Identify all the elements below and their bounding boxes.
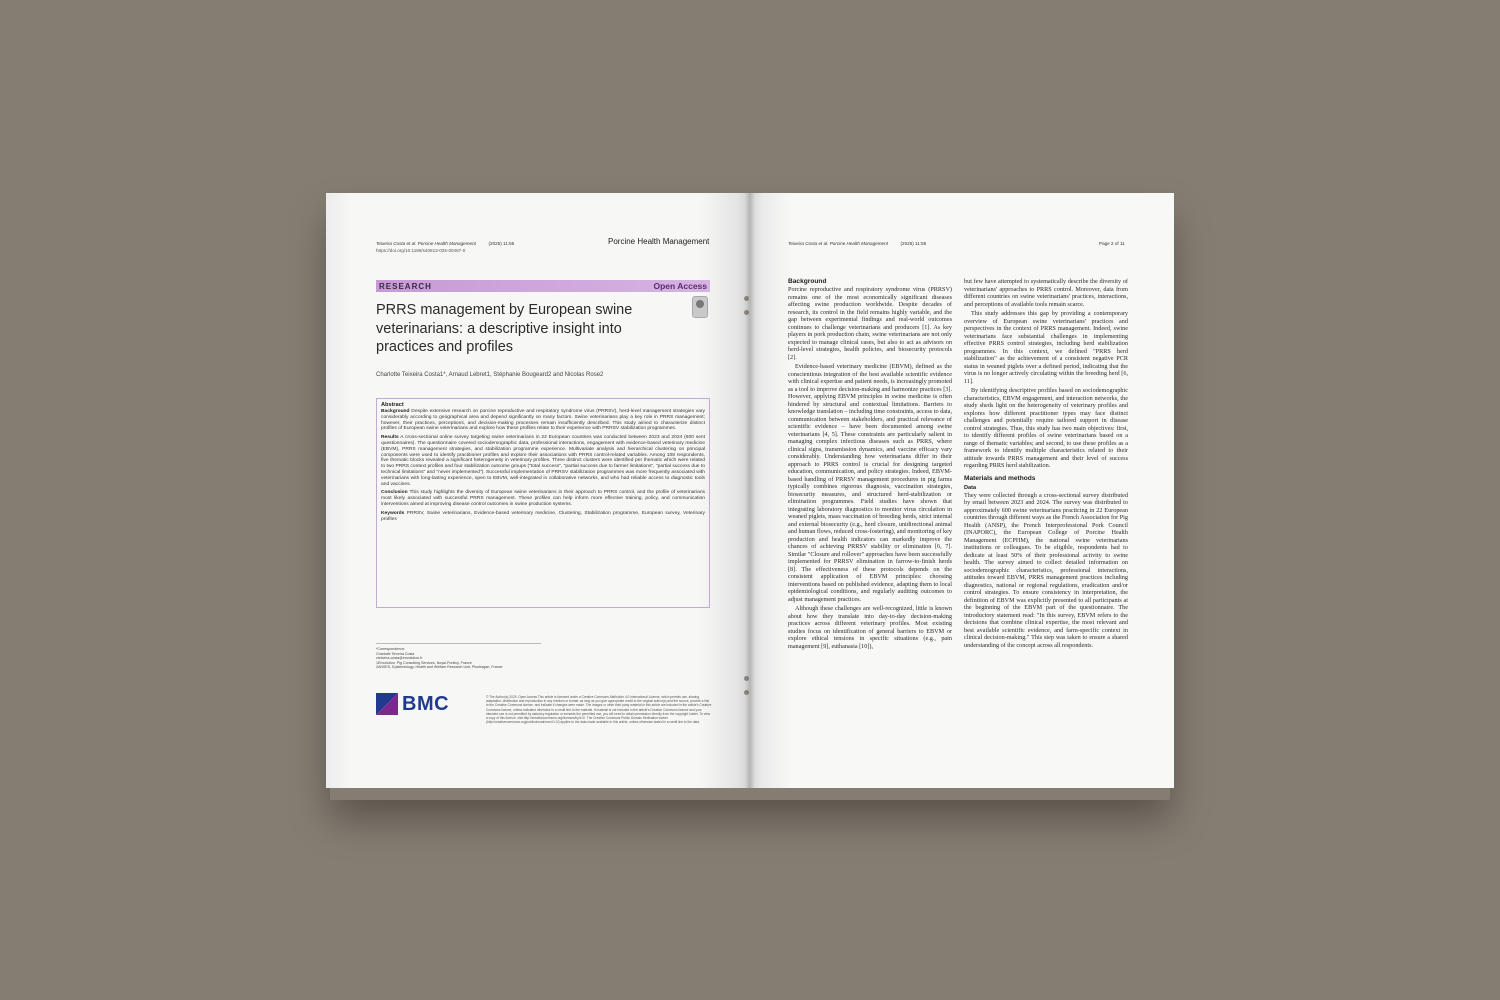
abstract-keywords — [381, 511, 705, 523]
footnote-email[interactable]: cteixeira-costa@envolution.fr — [376, 656, 423, 661]
open-access-label: Open Access — [653, 281, 707, 291]
footnote-line: *Correspondence: — [376, 647, 405, 651]
paragraph: but few have attempted to systematically describe the diversity of veterinarians' approaches to PRRS control. Moreover, data from different countries on swine veterinarians' practices, interactions, and perceptions of available tools remain scarce. — [964, 278, 1128, 308]
data-subheading: Data — [964, 484, 977, 491]
paragraph: Porcine reproductive and respiratory syndrome virus (PRRSV) remains one of the most economically significant diseases affecting swine production worldwide. Despite decades of research, its control in the field remains highly variable, and the gap between experimental findings and real-world outcomes continues to challenge veterinarians and producers [1]. As key players in pork production chain, swine veterinarians are not only expected to manage clinical cases, but also to act as advisors on herd-level strategies, health policies, and biosecurity protocols [2]. — [788, 286, 952, 361]
book-gutter — [745, 193, 755, 788]
background-heading: Background — [788, 278, 827, 285]
background-label: Background — [381, 409, 410, 414]
section-bar — [376, 280, 710, 292]
bmc-logo — [376, 693, 450, 715]
check-for-updates-icon[interactable] — [692, 296, 708, 318]
background-text: Despite extensive research on porcine reproductive and respiratory syndrome virus (PRRSV), herd-level management strategies vary considerably according to geographical area and depend significantly on many factors. Swine veterinarians play a key role in PRRS management; however, their practices, perceptions, and decision-making processes remain insufficiently described. This study aimed to characterize distinct profiles of European swine veterinarians and explore how these profiles relate to their experience with PRRSV stabilization programmes. — [381, 409, 706, 432]
bmc-mark-icon — [376, 693, 398, 715]
running-head-citation: (2025) 11:55 — [488, 241, 515, 246]
correspondence-footnotes — [376, 643, 541, 670]
paragraph: Although these challenges are well-recognized, little is known about how they translate into day-to-day decision-making practices across different veterinary profiles. Most existing studies focus on identification of general barriers to EBVM or explore ethical tensions in specific situations (e.g., pain management [9], euthanasia [10]), — [788, 605, 952, 650]
right-page — [750, 193, 1174, 788]
footnote-line: Charlotte Teixeira Costa — [376, 651, 415, 656]
doi-link[interactable]: https://doi.org/10.1186/s40813-025-00467-0 — [376, 248, 466, 253]
text-column-2 — [964, 278, 1128, 756]
bmc-logo-text: BMC — [402, 693, 450, 715]
conclusion-text: This study highlights the diversity of European swine veterinarians in their approach to PRRS control, and the profile of veterinarians most likely associated with successful PRRS management. These profiles can help inform more effective training, policy, and communication interventions aimed at improving disease control outcomes in swine production systems. — [381, 490, 705, 507]
paragraph: Evidence-based veterinary medicine (EBVM), defined as the conscientious integration of the best available scientific evidence with clinical expertise and patient needs, is increasingly promoted as a tool to improve decision-making and harmonize practices [3]. However, applying EBVM principles in swine medicine is often hindered by structural and contextual limitations. Barriers to knowledge translation – including time constraints, access to data, communication between stakeholders, and practical relevance of scientific evidence – have been documented among swine veterinarians [4, 5]. These constraints are particularly salient in managing complex infectious diseases such as PRRS, where clinical signs, transmission dynamics, and vaccine efficacy vary considerably. Understanding how veterinarians differ in their approach to PRRS control is crucial for designing targeted education, communication, and policy strategies. Indeed, EBVM-based handling of PRRSV management procedures in pig farms typically combines rigorous diagnosis, vaccination strategies, biosecurity measures, and structured herd-stabilization or elimination programmes. Field studies have shown that integrating laboratory diagnostics to monitor virus circulation in weaned piglets, mass vaccination of breeding herds, strict internal and external biosecurity (e.g., herd closure, unidirectional animal and human flows, reduced cross-fostering), and monitoring of key production and health indicators can markedly improve the chances of achieving PRRSV stability or elimination [6, 7]. Similar "Closure and rollover" approaches have been successfully implemented for PRRSV elimination in farrow-to-finish herds [8]. The effectiveness of these protocols depends on the consistent application of EBVM principles: choosing interventions based on published evidence, adapting them to local epidemiological conditions, and regularly auditing outcomes to adjust management practices. — [788, 363, 952, 603]
left-page — [326, 193, 750, 788]
abstract-results — [381, 435, 705, 487]
conclusion-label: Conclusion — [381, 490, 408, 496]
results-text: A cross-sectional online survey targeting swine veterinarians in 22 European countries was conducted between 2023 and 2024 (600 sent questionnaires). The questionnaire covered sociodemographic data, professional interactions, engagement with evidence-based veterinary medicine (EBVM), PRRS management strategies, and stabilization programme experience. Multivariate analysis and hierarchical clustering on principal components were used to identify practitioner profiles and explore their associations with PRRS control-related variables. Among 108 respondents, five thematic blocks revealed a significant heterogeneity in veterinary profiles. Three distinct clusters were identified per thematic which were related to two PRRS context profiles and four stabilization outcome groups ("total success", "partial success due to farmer limitations", "partial success due to technical limitations" and "never implemented"). Successful implementation of PRRSV stabilization programmes was more frequently associated with veterinarians with long-lasting experience, open to EBVM, well-integrated in collaborative networks, and who had reliable access to diagnostic tools and vaccines. — [381, 435, 705, 487]
journal-name: Porcine Health Management — [608, 237, 710, 246]
footnote-line: 2ANSES, Epidemiology, Health and Welfare Research Unit, Ploufragan, France — [376, 665, 503, 670]
abstract-heading: Abstract — [381, 402, 404, 408]
text-column-1 — [788, 278, 952, 756]
section-label: RESEARCH — [379, 282, 432, 291]
results-label: Results — [381, 435, 399, 441]
abstract-conclusion — [381, 490, 705, 507]
footnote-line: 1Envolution, Pig Consulting Services, Noyal-Pontivy, France — [376, 660, 472, 665]
license-text: © The Author(s) 2025. Open Access This article is licensed under a Creative Commons Attribution 4.0 International License, which permits use, sharing, adaptation, distribution and reproduction in any medium or format, as long as you give appropriate credit to the original author(s) and the source, provide a link to the Creative Commons licence, and indicate if changes were made. The images or other third party material in this article are included in the article's Creative Commons licence, unless indicated otherwise in a credit line to the material. If material is not included in the article's Creative Commons licence and your intended use is not permitted by statutory regulation or exceeds the permitted use, you will need to obtain permission directly from the copyright holder. To view a copy of this licence, visit http://creativecommons.org/licenses/by/4.0/. The Creative Commons Public Domain Dedication waiver (http://creativecommons.org/publicdomain/zero/1.0/) applies to the data made available in this article, unless otherwise stated in a credit line to the data. — [486, 695, 712, 725]
keywords-label: Keywords — [381, 510, 405, 516]
running-head-authors: Teixeira Costa et al. Porcine Health Management — [788, 241, 888, 246]
running-head — [788, 241, 926, 246]
abstract-background — [381, 409, 705, 432]
article-title: PRRS management by European swine veterinarians: a descriptive insight into practices and profiles — [376, 302, 633, 355]
paragraph: They were collected through a cross-sectional survey distributed by email between 2023 and 2024. The survey was distributed to approximately 600 swine veterinarians practicing in 22 European countries through different ways as the French Association for Pig Health (ANSP), the French Interprofessional Pork Council (INAPORC), the European College of Porcine Health Management (ECPHM), the national swine veterinarians institutions or colleagues. To be eligible, respondents had to dedicate at least 50% of their professional activity to swine health. The survey aimed to collect detailed information on sociodemographic characteristics, professional interactions, attitudes toward EBVM, PRRS management practices including diagnostics, national or regional regulations, eradication and/or control strategies. To ensure consistency in interpretation, the definition of EBVM was explicitly presented to all participants at the beginning of the EBVM part of the questionnaire. The introductory statement read: "In this survey, EBVM refers to the decisions that combine clinical expertise, the most relevant and best available scientific evidence, and farm-specific context in clinical decision-making." This step was taken to ensure a shared understanding of the concept across all respondents. — [964, 491, 1128, 649]
page-number: Page 2 of 11 — [1099, 241, 1125, 246]
author-list: Charlotte Teixeira Costa1*, Arnaud Lebret1, Stéphanie Bougeard2 and Nicolas Rose2 — [376, 372, 604, 378]
running-head — [376, 241, 514, 246]
paragraph: This study addresses this gap by providing a contemporary overview of European swine veterinarians' practices and perspectives in the context of PRRS management. Indeed, swine veterinarians face substantial challenges in implementing effective PRRS control strategies, including herd stabilization programmes. In this context, we defined "PRRS herd stabilization" as the achievement of a consistent negative PCR status in weaned piglets over a defined period, indicating that the virus is no longer actively circulating within the breeding herd [6, 11]. — [964, 310, 1128, 385]
running-head-authors: Teixeira Costa et al. Porcine Health Management — [376, 241, 476, 246]
paragraph: By identifying descriptive profiles based on sociodemographic characteristics, EBVM engagement, and interaction networks, the study sheds light on the heterogeneity of veterinary profiles and explores how different practitioner types may face distinct challenges and potentially require tailored support in disease control strategies. Thus, this study has two main objectives: first, to identify different profiles of swine veterinarians based on a range of thematic variables; and second, to use these profiles as a framework to identify multiple characteristics related to their attitude towards PRRS management and their level of success regarding PRRS herd stabilization. — [964, 387, 1128, 469]
running-head-citation: (2025) 11:55 — [900, 241, 927, 246]
methods-heading: Materials and methods — [964, 474, 1036, 482]
keywords-text: PRRSV, Swine veterinarians, Evidence-based veterinary medicine, Clustering, Stabilization programme, European survey, Veterinary profiles — [381, 510, 706, 522]
abstract-box — [376, 398, 710, 608]
